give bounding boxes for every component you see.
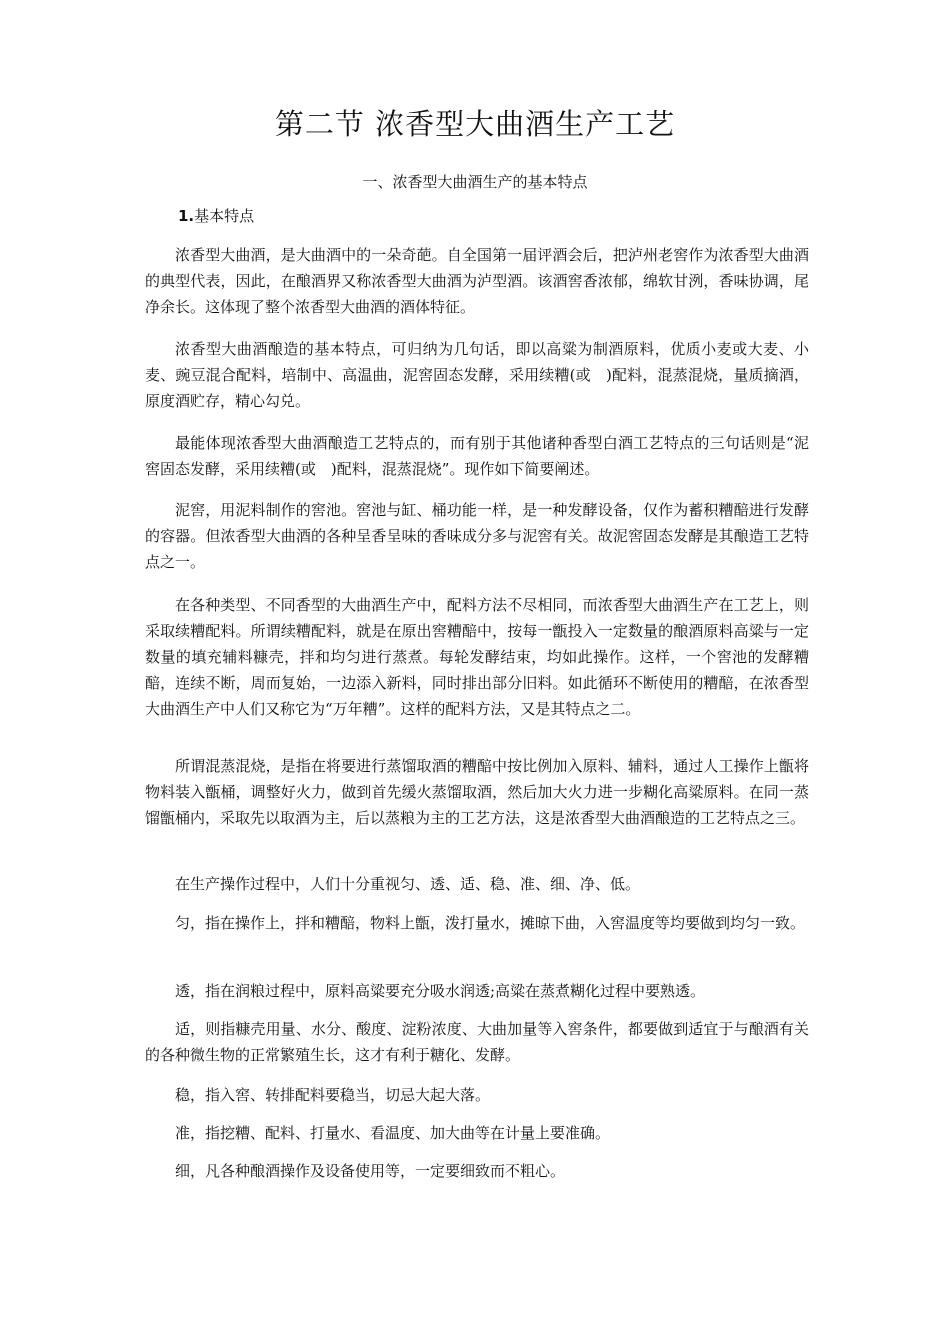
subsection-heading bbox=[178, 204, 254, 228]
paragraph-accurate: 准，指挖糟、配料、打量水、看温度、加大曲等在计量上要准确。 bbox=[175, 1124, 611, 1142]
paragraph-even: 匀，指在操作上，拌和糟醅，物料上甑，泼打量水，摊晾下曲，入窖温度等均要做到均匀一致。 bbox=[175, 914, 806, 932]
paragraph-suitable: 适，则指糠壳用量、水分、酸度、淀粉浓度、大曲加量等入窖条件，都要做到适宜于与酿酒有关的各种微生物的正常繁殖生长，这才有利于糖化、发酵。 bbox=[145, 1020, 809, 1064]
page-title: 第二节 浓香型大曲酒生产工艺 bbox=[274, 107, 676, 141]
paragraph-mud-pit: 泥窖，用泥料制作的窖池。窖池与缸、桶功能一样，是一种发酵设备，仅作为蓄积糟醅进行发酵的容器。但浓香型大曲酒的各种呈香呈味的香味成分多与泥窖有关。故泥窖固态发酵是其酿造工艺特点之一。 bbox=[145, 501, 809, 571]
paragraph-intro: 浓香型大曲酒，是大曲酒中的一朵奇葩。自全国第一届评酒会后，把泸州老窖作为浓香型大曲酒的典型代表，因此，在酿酒界又称浓香型大曲酒为泸型酒。该酒窖香浓郁，绵软甘洌，香味协调，尾净余长。这体现了整个浓香型大曲酒的酒体特征。 bbox=[145, 246, 809, 316]
paragraph-steady: 稳，指入窖、转排配料要稳当，切忌大起大落。 bbox=[175, 1086, 491, 1104]
heading-text: 基本特点 bbox=[194, 207, 255, 225]
heading-number: 1. bbox=[178, 207, 195, 225]
paragraph-mixed-steaming: 所谓混蒸混烧，是指在将要进行蒸馏取酒的糟醅中按比例加入原料、辅料，通过人工操作上甑将物料装入甑桶，调整好火力，做到首先缓火蒸馏取酒，然后加大火力进一步糊化高粱原料。在同一蒸馏甑桶内，采取先以取酒为主，后以蒸粮为主的工艺方法，这是浓香型大曲酒酿造的工艺特点之三。 bbox=[145, 757, 809, 827]
paragraph-continuous-mash: 在各种类型、不同香型的大曲酒生产中，配料方法不尽相同，而浓香型大曲酒生产在工艺上，则采取续糟配料。所谓续糟配料，就是在原出窖糟醅中，按每一甑投入一定数量的酿酒原料高粱与一定数量的填充辅料糠壳，拌和均匀进行蒸煮。每轮发酵结束，均如此操作。这样，一个窖池的发酵糟醅，连续不断，周而复始，一边添入新料，同时排出部分旧料。如此循环不断使用的糟醅，在浓香型大曲酒生产中人们又称它为“万年糟”。这样的配料方法，又是其特点之二。 bbox=[145, 596, 809, 718]
section-subtitle: 一、浓香型大曲酒生产的基本特点 bbox=[362, 173, 588, 191]
paragraph-thorough: 透，指在润粮过程中，原料高粱要充分吸水润透;高粱在蒸煮糊化过程中要熟透。 bbox=[175, 982, 706, 1000]
paragraph-careful: 细，凡各种酿酒操作及设备使用等，一定要细致而不粗心。 bbox=[175, 1162, 566, 1180]
paragraph-basic-features: 浓香型大曲酒酿造的基本特点，可归纳为几句话，即以高粱为制酒原料，优质小麦或大麦、小麦、豌豆混合配料，培制中、高温曲，泥窖固态发酵，采用续糟(或 )配料，混蒸混烧，量质摘酒，原度酒贮存，精心勾兑。 bbox=[145, 340, 809, 410]
paragraph-three-phrases: 最能体现浓香型大曲酒酿造工艺特点的，而有别于其他诸种香型白酒工艺特点的三句话则是“泥窖固态发酵，采用续糟(或 )配料，混蒸混烧”。现作如下简要阐述。 bbox=[145, 434, 809, 478]
paragraph-eight-principles: 在生产操作过程中，人们十分重视匀、透、适、稳、准、细、净、低。 bbox=[175, 875, 641, 893]
